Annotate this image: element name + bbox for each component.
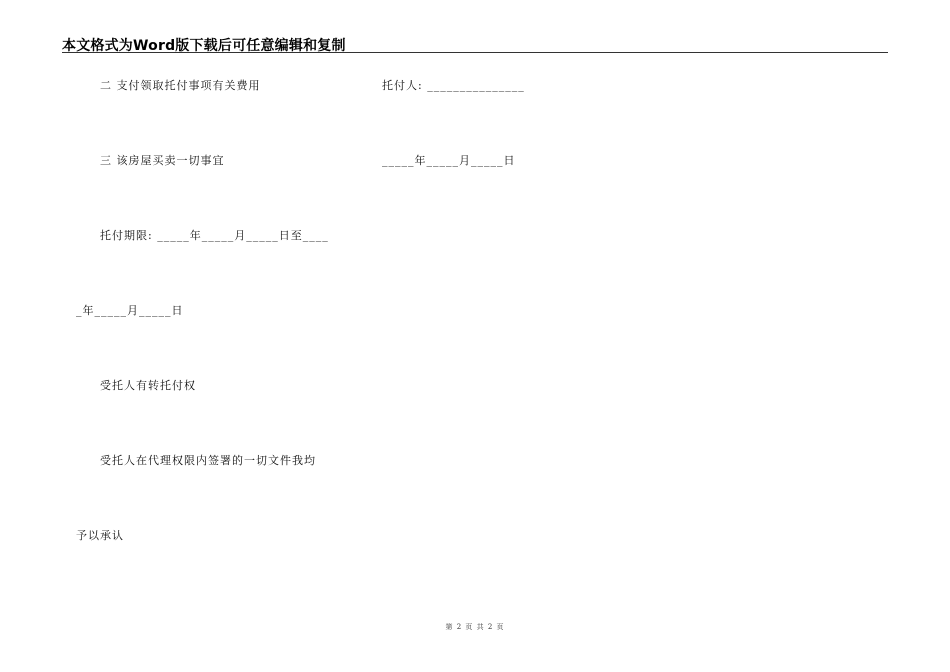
item-two-text: 二 支付领取托付事项有关费用 [100,79,261,92]
item-three-text: 三 该房屋买卖一切事宜 [100,154,225,167]
term-line-end: _年_____月_____日 [76,304,184,317]
header-divider [62,52,888,53]
signing-text-line-1: 受托人在代理权限内签署的一切文件我均 [100,454,316,467]
page-number: 第 2 页 共 2 页 [445,623,505,631]
header-title: 本文格式为Word版下载后可任意编辑和复制 [62,38,346,54]
date-line: _____年_____月_____日 [382,154,516,167]
term-line-start: 托付期限: _____年_____月_____日至____ [100,229,329,242]
signing-text-line-2: 予以承认 [76,529,124,542]
transfer-right-text: 受托人有转托付权 [100,379,196,392]
principal-signature-line: 托付人: _______________ [382,79,525,92]
